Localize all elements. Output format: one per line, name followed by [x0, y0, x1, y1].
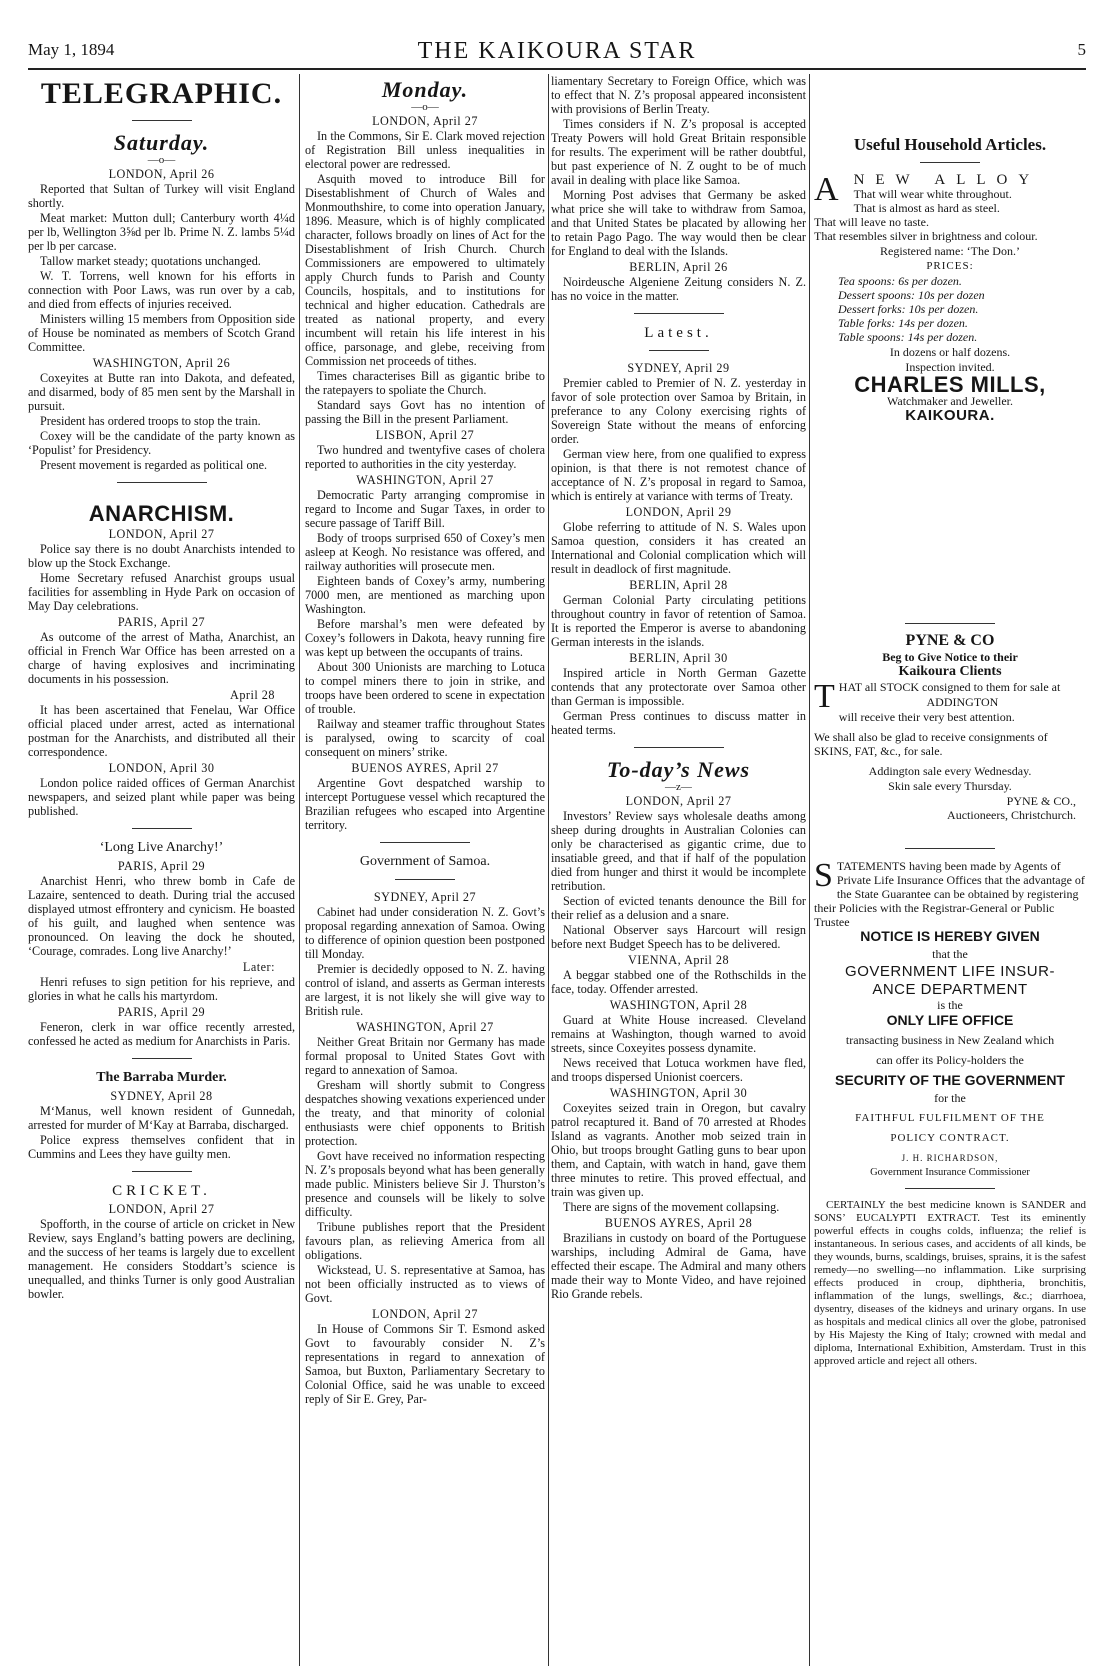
drop-cap: A	[814, 171, 850, 208]
advert-line: Registered name: ‘The Don.’	[880, 244, 1020, 258]
news-paragraph: Democratic Party arranging compromise in regard to Income and Sugar Taxes, in order to secure passage of Tariff Bill.	[305, 488, 545, 530]
news-paragraph: Govt have received no information respecting N. Z’s proposals beyond what has been generally made public. Ministers believe Sir J. Thurston’s presence and counsels will be likely to solve difficulty.	[305, 1149, 545, 1219]
subheading-government-of-samoa: Government of Samoa.	[359, 854, 491, 869]
news-paragraph: As outcome of the arrest of Matha, Anarchist, an official in French War Office has been arrested on a charge of having explosives and incriminating documents in his possession.	[28, 630, 295, 686]
news-paragraph: Investors’ Review says wholesale deaths among sheep during droughts in Australian Colonies can only be characterised as gigantic crime, due to insatiable greed, and that if half of the population died from hunger and thirst it would be incomplete retribution.	[551, 809, 806, 893]
divider	[132, 828, 192, 829]
dateline: BERLIN, April 28	[629, 578, 728, 592]
news-paragraph: Asquith moved to introduce Bill for Disestablishment of Church of Wales and Monmouthshire, to come into operation January, 1896. Measure, which is of highly complicated character, follows broadly on lines of Act for the Disestablishment of Irish Church. Church Commissioners are empowered to ultimately apply Church funds to Parish and County Councils, hospitals, and to institutions for technical and higher education. Cathedrals are treated as national property, and every incumbent will retain his life interest in his office, parsonage, and glebe, receiving from Commission net proceeds of tithes.	[305, 172, 545, 368]
news-paragraph: Henri refuses to sign petition for his reprieve, and glories in what he calls his martyrdom.	[28, 975, 295, 1003]
news-paragraph: Ministers willing 15 members from Opposition side of House be nominated as members of Scotch Grand Committee.	[28, 312, 295, 354]
advert-heading: Useful Household Articles.	[853, 135, 1047, 154]
dateline: April 28	[230, 688, 275, 702]
masthead	[28, 38, 1086, 70]
advert-line: SECURITY OF THE GOVERNMENT	[835, 1072, 1065, 1088]
news-paragraph: Feneron, clerk in war office recently arrested, confessed he acted as medium for Anarchists in Paris.	[28, 1020, 295, 1048]
subheading-cricket: CRICKET.	[112, 1183, 211, 1199]
separator: —o—	[411, 101, 439, 113]
divider	[905, 623, 995, 624]
advert-line: is the	[937, 998, 963, 1012]
day-heading-monday: Monday.	[381, 77, 469, 102]
news-paragraph: liamentary Secretary to Foreign Office, which was to effect that N. Z’s proposal appeared inconsistent with provisions of Berlin Treaty.	[551, 74, 806, 116]
section-heading-telegraphic: TELEGRAPHIC.	[40, 77, 283, 110]
divider	[132, 1171, 192, 1172]
news-paragraph: German Press continues to discuss matter in heated terms.	[551, 709, 806, 737]
advertiser-name: CHARLES MILLS,	[854, 372, 1046, 397]
news-paragraph: German view here, from one qualified to express opinion, is that there is not remotest chance of acceptance of N. Z’s proposal in regard to Samoa, which is entirely at variance with terms of Treaty.	[551, 447, 806, 503]
advert-line: ADDINGTON	[926, 695, 999, 709]
news-paragraph: Police express themselves confident that in Cummins and Lees they have guilty men.	[28, 1133, 295, 1161]
news-paragraph: Premier cabled to Premier of N. Z. yesterday in favor of sole protection over Samoa by Britain, in preferance to any Colony exercising rights of Sovereign State without the means of enforcing order.	[551, 376, 806, 446]
advert-line: Government Insurance Commissioner	[870, 1167, 1030, 1178]
advert-eucalypti: CERTAINLY the best medicine known is SANDER and SONS’ EUCALYPTI EXTRACT. Test its eminently powerful effects in coughs colds, influenza; the relief is instantaneous. In serious cases, and accidents of all kinds, be they wounds, burns, scaldings, bruises, sprains, it is the safest remedy—no swelling—no inflammation. Like surprising effects produced in croup, diphtheria, bronchitis, inflammation of the lungs, swellings, &c.; diarrhoea, dysentry, diseases of the kidneys and urinary organs. In use as hospitals and medical clinics all over the globe, patronised by His Majesty the King of Italy; crowned with medal and diploma, International Exhibition, Amsterdam. Trust in this approved article and reject all others.	[814, 1199, 1086, 1367]
news-paragraph: Two hundred and twentyfive cases of cholera reported to authorities in the city yesterday.	[305, 443, 545, 471]
dateline: LONDON, April 27	[108, 527, 215, 541]
advert-line: Watchmaker and Jeweller.	[887, 394, 1013, 408]
dateline: LONDON, April 30	[108, 761, 215, 775]
news-paragraph: Cabinet had under consideration N. Z. Govt’s proposal regarding annexation of Samoa. Owing to difference of opinion question been postponed till Monday.	[305, 905, 545, 961]
news-paragraph: There are signs of the movement collapsing.	[563, 1200, 780, 1214]
divider	[634, 747, 724, 748]
news-paragraph: Wickstead, U. S. representative at Samoa, has not been officially instructed as to views of Govt.	[305, 1263, 545, 1305]
subheading-barraba-murder: The Barraba Murder.	[96, 1070, 227, 1085]
divider	[905, 848, 995, 849]
news-paragraph: Standard says Govt has no intention of passing the Bill in the present Parliament.	[305, 398, 545, 426]
news-paragraph: Coxeyites seized train in Oregon, but cavalry patrol recaptured it. Band of 70 arrested at Rhodes Island as vagrants. Another mob seized train in Ohio, but troops brought Gatling guns to bear upon them, and Captain, with watch in hand, gave them three minutes to retire. This proved effectual, and train was given up.	[551, 1101, 806, 1199]
drop-cap: S	[814, 857, 833, 894]
dateline: LONDON, April 27	[625, 794, 732, 808]
section-heading-todays-news: To-day’s News	[606, 757, 751, 782]
advert-line: NOTICE IS HEREBY GIVEN	[860, 928, 1040, 944]
news-paragraph: In House of Commons Sir T. Esmond asked Govt to favourably consider N. Z’s representations in regard to annexation of Samoa, but Buxton, Parliamentary Secretary to Colonial Office, said he was unable to exceed reply of Sir E. Grey, Par-	[305, 1322, 545, 1406]
dateline: PARIS, April 29	[117, 859, 206, 873]
newspaper-title: THE KAIKOURA STAR	[417, 38, 697, 64]
advert-line: Addington sale every Wednesday.	[868, 764, 1032, 778]
news-paragraph: News received that Lotuca workmen have fled, and troops dispersed Unionist coercers.	[551, 1056, 806, 1084]
news-paragraph: Railway and steamer traffic throughout States is paralysed, owing to scarcity of coal consequent on miners’ strike.	[305, 717, 545, 759]
dateline: LISBON, April 27	[375, 428, 475, 442]
news-paragraph: Noirdeusche Algeniene Zeitung considers N. Z. has no voice in the matter.	[551, 275, 806, 303]
news-paragraph: President has ordered troops to stop the train.	[40, 414, 261, 428]
news-paragraph: Tallow market steady; quotations unchanged.	[40, 254, 261, 268]
day-heading-saturday: Saturday.	[113, 130, 210, 155]
dateline: WASHINGTON, April 27	[356, 473, 494, 487]
price-line: Dessert forks: 10s per dozen.	[838, 302, 979, 316]
prices-heading: PRICES:	[926, 260, 974, 272]
news-paragraph: Premier is decidedly opposed to N. Z. having control of island, and asserts as German interests are largest, it is not likely she will give way to British rule.	[305, 962, 545, 1018]
advert-line: POLICY CONTRACT.	[890, 1132, 1010, 1144]
advert-line: GOVERNMENT LIFE INSUR-	[845, 963, 1055, 980]
advert-government-life-insurance	[814, 859, 1086, 1180]
advert-line: That will wear white throughout.	[853, 187, 1012, 201]
advert-line: In dozens or half dozens.	[889, 345, 1011, 359]
advert-line: will receive their very best attention.	[838, 710, 1015, 724]
dateline: WASHINGTON, April 26	[92, 356, 231, 370]
dateline: WASHINGTON, April 27	[356, 1020, 494, 1034]
issue-date: May 1, 1894	[28, 40, 115, 59]
price-line: Tea spoons: 6s per dozen.	[838, 274, 962, 288]
news-paragraph: W. T. Torrens, well known for his efforts in connection with Poor Laws, was run over by a cab, and died from effects of injuries received.	[28, 269, 295, 311]
news-paragraph: Coxeyites at Butte ran into Dakota, and defeated, and disarmed, body of 85 men sent by the Marshall in pursuit.	[28, 371, 295, 413]
news-paragraph: M‘Manus, well known resident of Gunnedah, arrested for murder of M‘Kay at Barraba, discharged.	[28, 1104, 295, 1132]
divider	[634, 313, 724, 314]
dateline: PARIS, April 29	[117, 1005, 206, 1019]
news-paragraph: Home Secretary refused Anarchist groups usual facilities for assembling in Hyde Park on occasion of May Day celebrations.	[28, 571, 295, 613]
advert-line: for the	[934, 1091, 966, 1105]
column-2	[305, 74, 545, 1666]
news-paragraph: Morning Post advises that Germany be asked what price she will take to withdraw from Samoa, and that United States be placated by allowing her to retain Pago Pago. The way would then be clear for England to deal with the Islands.	[551, 188, 806, 258]
dateline: BUENOS AYRES, April 27	[351, 761, 499, 775]
advert-line	[814, 859, 1086, 929]
advert-line: Kaikoura Clients	[898, 664, 1002, 679]
divider	[380, 842, 470, 843]
news-paragraph: National Observer says Harcourt will resign before next Budget Speech has to be delivered.	[551, 923, 806, 951]
news-paragraph: Anarchist Henri, who threw bomb in Cafe de Lazaire, sentenced to death. During trial the accused displayed utmost effrontery and cynicism. He boasted of his guilt, and laughed when sentence was pronounced. On leaving the dock he shouted, ‘Courage, comrades. Long live Anarchy!’	[28, 874, 295, 958]
news-paragraph: Body of troops surprised 650 of Coxey’s men asleep at Keogh. No resistance was offered, and railway authorities will prosecute men.	[305, 531, 545, 573]
alloy-title: NEW ALLOY	[853, 172, 1041, 188]
advert-line: FAITHFUL FULFILMENT OF THE	[855, 1112, 1045, 1124]
advertiser-name: PYNE & CO	[905, 632, 995, 649]
advert-text: TATEMENTS having been made by Agents of Private Life Insurance Offices that the advantage of the State Guarantee can be obtained by registering their Policies with the Registrar-General or Public Trustee	[814, 859, 1085, 929]
dateline: BERLIN, April 26	[629, 260, 728, 274]
advert-location: KAIKOURA.	[905, 407, 995, 424]
news-paragraph: Gresham will shortly submit to Congress despatches showing vexations experienced under the treaty, and that minority of colonial enthusiasts were chief opponents to British protection.	[305, 1078, 545, 1148]
news-paragraph: Eighteen bands of Coxey’s army, numbering 7000 men, are mentioned as marching upon Washington.	[305, 574, 545, 616]
dateline: LONDON, April 29	[625, 505, 732, 519]
advert-line: Auctioneers, Christchurch.	[947, 808, 1076, 822]
news-paragraph: Globe referring to attitude of N. S. Wales upon Samoa question, considers it has created an International and Colonial complication which will result in deadlock of first magnitude.	[551, 520, 806, 576]
blank-space	[814, 74, 1086, 138]
advert-text: HAT all STOCK consigned to them for sale at	[838, 680, 1061, 694]
news-paragraph: Section of evicted tenants denounce the Bill for their relief as a delusion and a snare.	[551, 894, 806, 922]
dateline: SYDNEY, April 27	[373, 890, 477, 904]
divider	[905, 1188, 995, 1189]
dateline: SYDNEY, April 28	[110, 1089, 213, 1103]
news-paragraph: It has been ascertained that Fenelau, War Office official placed under arrest, acted as international postman for the Anarchists, and distributed all their correspondence.	[28, 703, 295, 759]
page-number: 5	[1077, 40, 1086, 59]
advert-line: transacting business in New Zealand which	[845, 1033, 1055, 1047]
dateline: LONDON, April 26	[108, 167, 215, 181]
news-paragraph: Coxey will be the candidate of the party known as ‘Populist’ for Presidency.	[28, 429, 295, 457]
advert-line: ANCE DEPARTMENT	[872, 981, 1028, 998]
column-rule	[809, 74, 810, 1666]
advert-line: Skin sale every Thursday.	[888, 779, 1012, 793]
column-1	[28, 74, 295, 1666]
separator: —z—	[665, 781, 692, 793]
news-paragraph: Times characterises Bill as gigantic bribe to the ratepayers to spoliate the Church.	[305, 369, 545, 397]
dateline: BERLIN, April 30	[629, 651, 728, 665]
subheading-long-live-anarchy: ‘Long Live Anarchy!’	[99, 840, 224, 855]
advert-line: can offer its Policy-holders the	[876, 1053, 1024, 1067]
dateline: Later:	[242, 960, 275, 974]
dateline: LONDON, April 27	[372, 1307, 478, 1321]
news-paragraph: Neither Great Britain nor Germany has made formal proposal to United States Govt with regard to annexation of Samoa.	[305, 1035, 545, 1077]
advert-line: PYNE & CO.,	[1006, 794, 1076, 808]
divider	[117, 482, 207, 483]
column-rule	[299, 74, 300, 1666]
advert-line: That resembles silver in brightness and colour.	[814, 229, 1038, 243]
dateline: WASHINGTON, April 30	[609, 1086, 748, 1100]
dateline: PARIS, April 27	[117, 615, 206, 629]
news-paragraph: German Colonial Party circulating petitions throughout country in favor of retention of Samoa. It is reported the Emperor is averse to abandoning German interests in the islands.	[551, 593, 806, 649]
dateline: LONDON, April 27	[372, 114, 478, 128]
news-paragraph: Brazilians in custody on board of the Portuguese warships, including Admiral de Gama, have effected their escape. The Admiral and many others made their way to Monte Video, and have rejoined Rio Grande rebels.	[551, 1231, 806, 1301]
drop-cap: T	[814, 678, 835, 715]
news-paragraph: Present movement is regarded as political one.	[40, 458, 268, 472]
news-paragraph: Tribune publishes report that the President favours plan, as relieving America from all obligations.	[305, 1220, 545, 1262]
section-heading-anarchism: ANARCHISM.	[88, 501, 235, 526]
dateline: LONDON, April 27	[108, 1202, 215, 1216]
dateline: WASHINGTON, April 28	[609, 998, 748, 1012]
news-paragraph: Inspired article in North German Gazette contends that any protectorate over Samoa other than German is impossible.	[551, 666, 806, 708]
news-paragraph: Times considers if N. Z’s proposal is accepted Treaty Powers will hold Great Britain responsible for results. The experiment will be rather doubtful, but past experience of N. Z ought to be of much avail in dealing with place like Samoa.	[551, 117, 806, 187]
price-line: Table forks: 14s per dozen.	[838, 316, 968, 330]
column-3	[551, 74, 806, 1666]
divider	[920, 162, 980, 163]
news-paragraph: A beggar stabbed one of the Rothschilds in the face, today. Offender arrested.	[551, 968, 806, 996]
news-paragraph: London police raided offices of German Anarchist newspapers, and seized plant while paper was being published.	[28, 776, 295, 818]
news-paragraph: Argentine Govt despatched warship to intercept Portuguese vessel which recaptured the Brazilian refugees who escaped into Argentine territory.	[305, 776, 545, 832]
divider	[649, 350, 709, 351]
subheading-latest: Latest.	[644, 325, 713, 341]
advert-line: Inspection invited.	[905, 360, 995, 374]
dateline: SYDNEY, April 29	[627, 361, 730, 375]
dateline: BUENOS AYRES, April 28	[604, 1216, 753, 1230]
advert-line: Beg to Give Notice to their	[882, 650, 1018, 664]
price-line: Dessert spoons: 10s per dozen	[838, 288, 985, 302]
dateline: VIENNA, April 28	[627, 953, 730, 967]
news-paragraph: In the Commons, Sir E. Clark moved rejection of Registration Bill unless inequalities in electoral power are redressed.	[305, 129, 545, 171]
column-4-advertisements	[814, 74, 1086, 1666]
news-paragraph: Police say there is no doubt Anarchists intended to blow up the Stock Exchange.	[28, 542, 295, 570]
advert-pyne-co	[814, 634, 1086, 822]
price-line: Table spoons: 14s per dozen.	[838, 330, 978, 344]
advert-line: that the	[932, 947, 968, 961]
divider	[132, 120, 192, 121]
news-paragraph: Spofforth, in the course of article on cricket in New Review, says England’s batting powers are declining, and the success of her teams is largely due to excellent management. He considers Stoddart’s science is unequalled, and thinks Turner is only good Australian bowler.	[28, 1217, 295, 1301]
advert-line: That will leave no taste.	[814, 215, 929, 229]
separator: —o—	[147, 154, 176, 166]
divider	[395, 879, 455, 880]
divider	[132, 1058, 192, 1059]
news-paragraph: Guard at White House increased. Cleveland remains at Washington, though warned to avoid streets, since Coxeyites possess dynamite.	[551, 1013, 806, 1055]
news-paragraph: Reported that Sultan of Turkey will visit England shortly.	[28, 182, 295, 210]
advert-line: That is almost as hard as steel.	[853, 201, 1000, 215]
advert-line: J. H. RICHARDSON,	[901, 1153, 999, 1163]
advert-household-articles	[814, 135, 1086, 424]
news-paragraph: Before marshal’s men were defeated by Coxey’s followers in Dakota, heavy running fire was kept up between the occupants of trains.	[305, 617, 545, 659]
news-paragraph: About 300 Unionists are marching to Lotuca to compel miners there to join in strike, and troops have been ordered to scene in expectation of trouble.	[305, 660, 545, 716]
advert-line: ONLY LIFE OFFICE	[886, 1012, 1014, 1028]
column-rule	[548, 74, 549, 1666]
news-paragraph: Meat market: Mutton dull; Canterbury worth 4¼d per lb, Wellington 3⅝d per lb. Prime N. Z. lambs 5¼d per lb per carcase.	[28, 211, 295, 253]
advert-line: We shall also be glad to receive consignments of SKINS, FAT, &c., for sale.	[814, 730, 1048, 758]
